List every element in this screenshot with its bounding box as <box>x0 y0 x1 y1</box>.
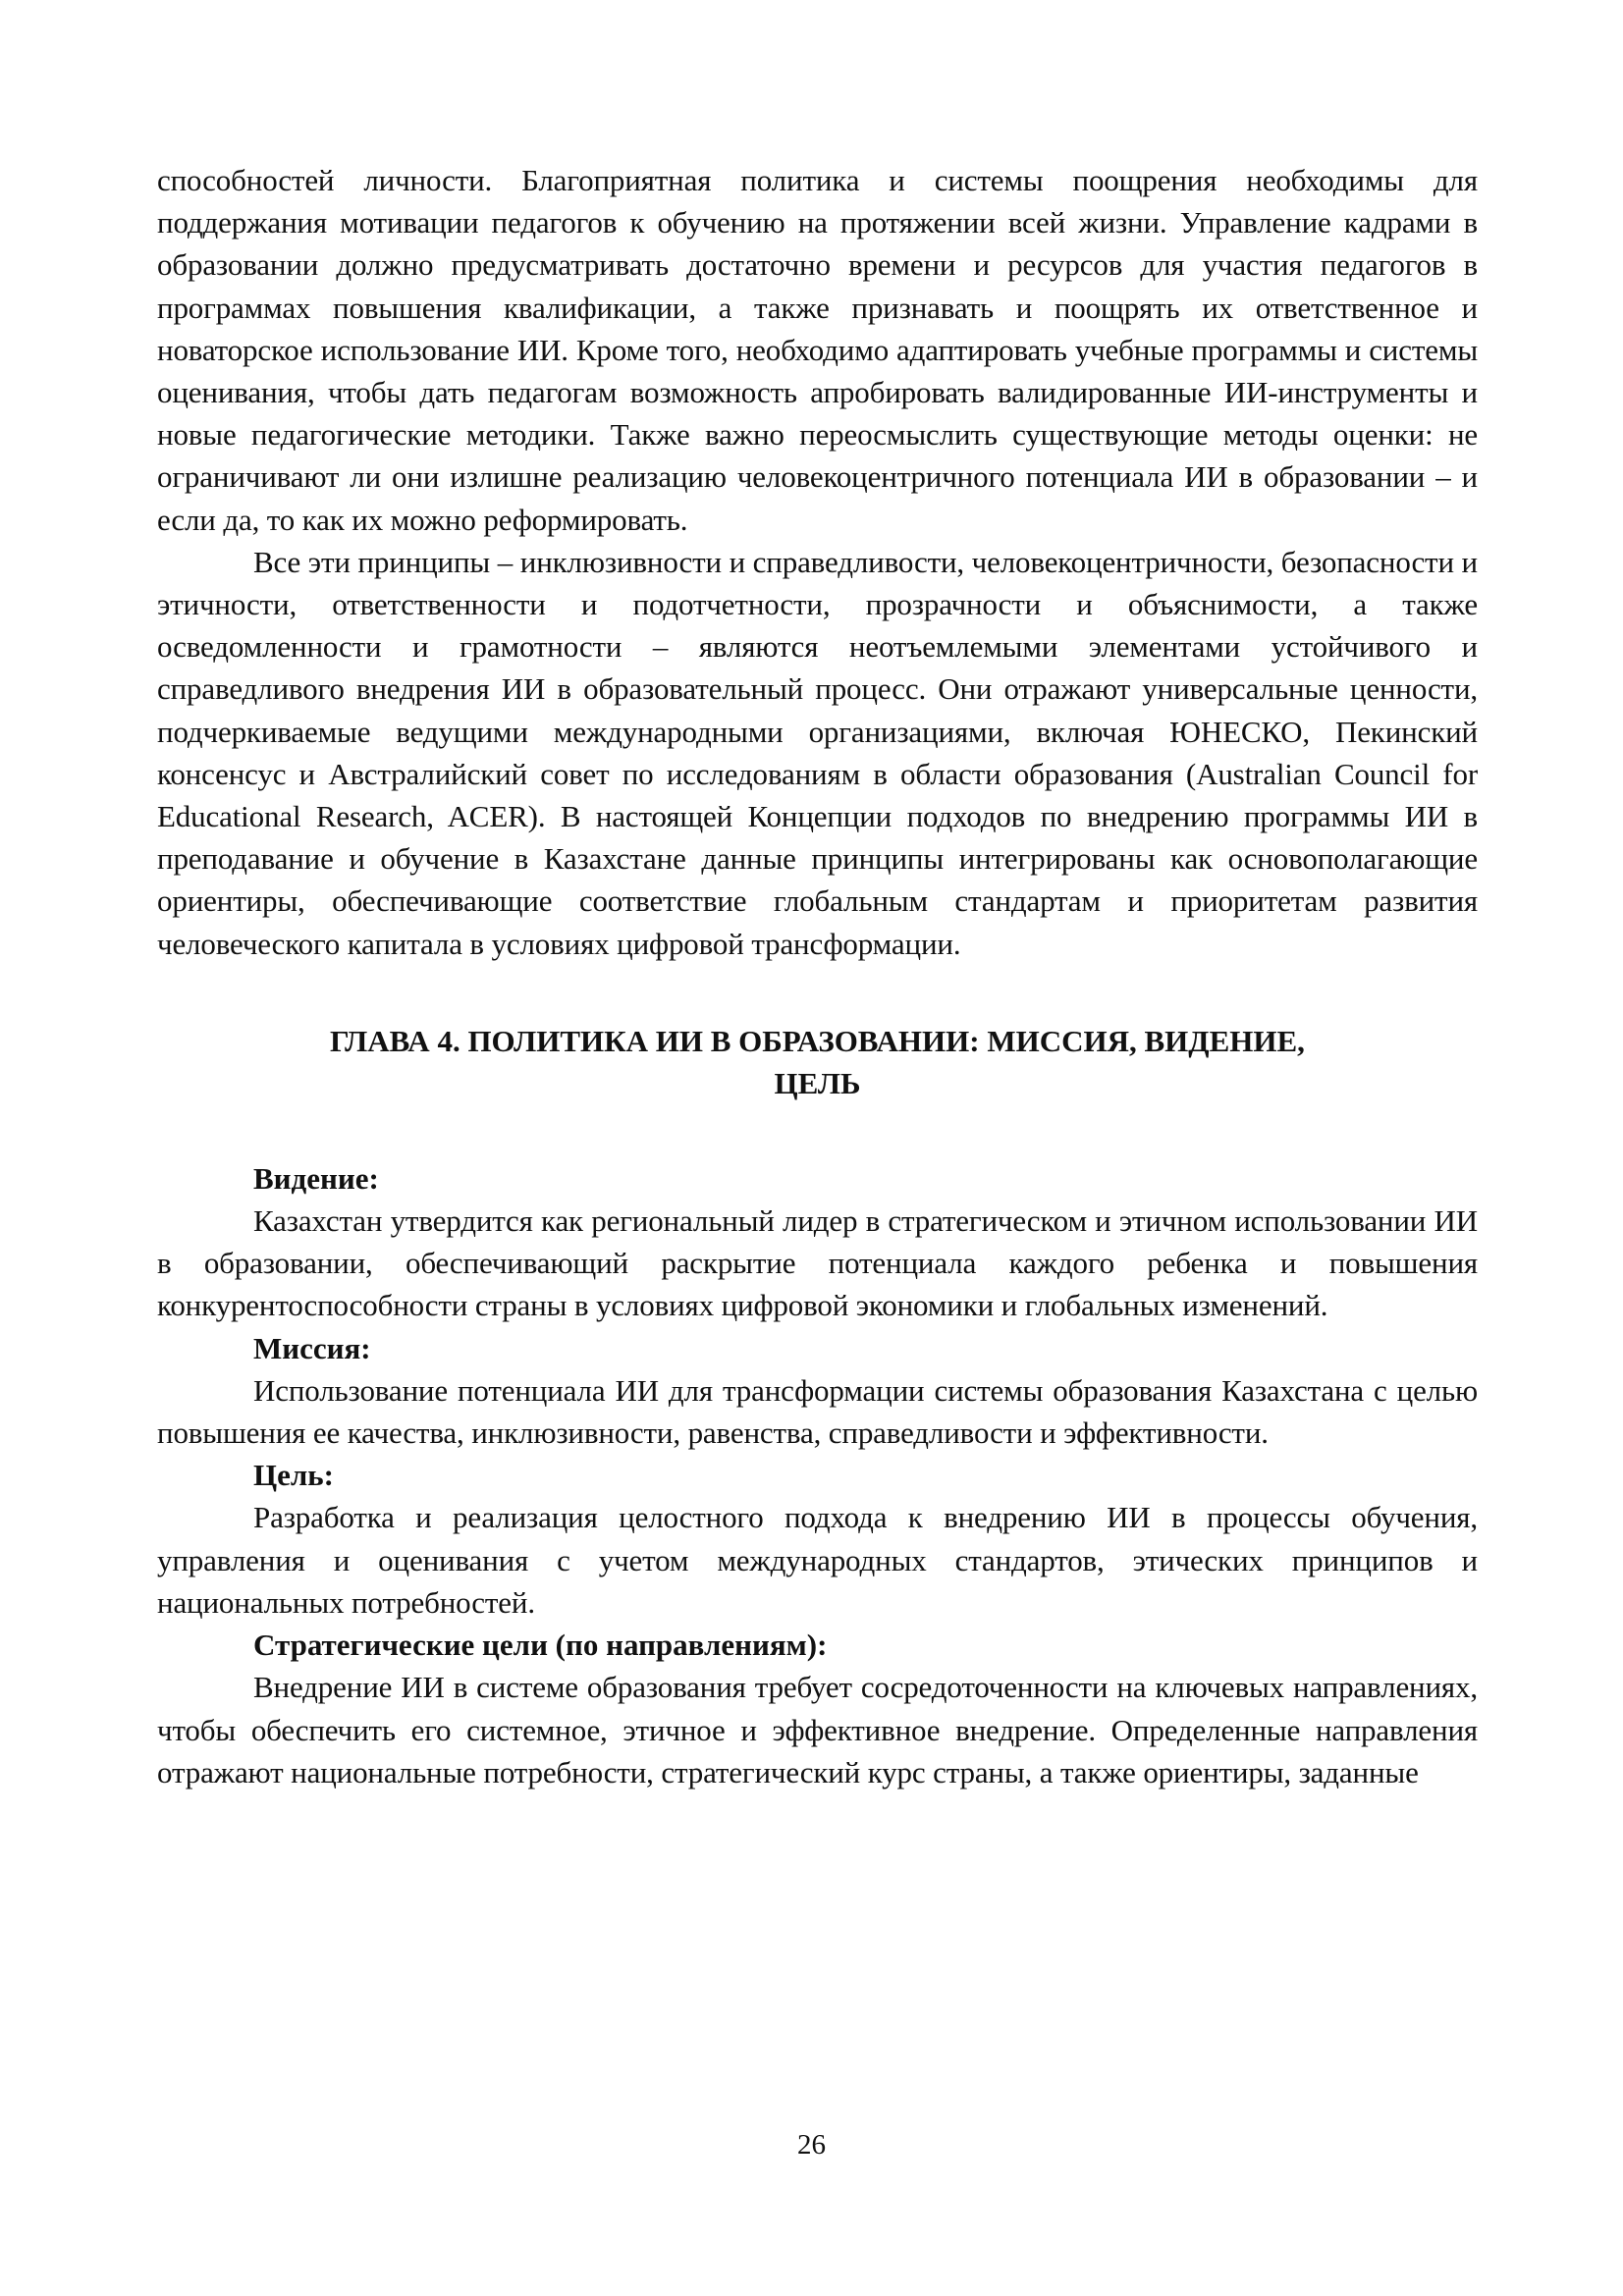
paragraph-principles-policy: способностей личности. Благоприятная политика и системы поощрения необходимы для поддержания мотивации педагогов к обучению на протяжении всей жизни. Управление кадрами в образовании должно предусматривать достаточно времени и ресурсов для участия педагогов в программах повышения квалификации, а также признавать и поощрять их ответственное и новаторское использование ИИ. Кроме того, необходимо адаптировать учебные программы и системы оценивания, чтобы дать педагогам возможность апробировать валидированные ИИ-инструменты и новые педагогические методики. Также важно переосмыслить существующие методы оценки: не ограничивают ли они излишне реализацию человекоцентричного потенциала ИИ в образовании – и если да, то как их можно реформировать. <box>157 163 1478 537</box>
section-text-mission: Использование потенциала ИИ для трансформации системы образования Казахстана с целью повышения ее качества, инклюзивности, равенства, справедливости и эффективности. <box>157 1372 1478 1451</box>
section-label-mission: Миссия: <box>253 1330 371 1365</box>
section-label-strategic-goals: Стратегические цели (по направлениям): <box>253 1628 828 1663</box>
section-text-vision: Казахстан утвердится как региональный лидер в стратегическом и этичном использовании ИИ в образовании, обеспечивающий раскрытие потенциала каждого ребенка и повышения конкурентоспособности страны в условиях цифровой экономики и глобальных изменений. <box>157 1203 1478 1323</box>
section-label-goal: Цель: <box>253 1458 334 1493</box>
page-number: 26 <box>797 2129 826 2161</box>
document-page <box>157 159 1478 1793</box>
section-text-strategic-goals: Внедрение ИИ в системе образования требует сосредоточенности на ключевых направлениях, чтобы обеспечить его системное, этичное и эффективное внедрение. Определенные направления отражают национальные потребности, стратегический курс страны, а также ориентиры, заданные <box>157 1670 1478 1789</box>
paragraph-principles-summary: Все эти принципы – инклюзивности и справедливости, человекоцентричности, безопасности и этичности, ответственности и подотчетности, прозрачности и объяснимости, а также осведомленности и грамотности – являются неотъемлемыми элементами устойчивого и справедливого внедрения ИИ в образовательный процесс. Они отражают универсальные ценности, подчеркиваемые ведущими международными организациями, включая ЮНЕСКО, Пекинский консенсус и Австралийский совет по исследованиям в области образования (Australian Council for Educational Research, ACER). В настоящей Концепции подходов по внедрению программы ИИ в преподавание и обучение в Казахстане данные принципы интегрированы как основополагающие ориентиры, обеспечивающие соответствие глобальным стандартам и приоритетам развития человеческого капитала в условиях цифровой трансформации. <box>157 544 1478 961</box>
chapter-heading-line-1: ГЛАВА 4. ПОЛИТИКА ИИ В ОБРАЗОВАНИИ: МИССИЯ, ВИДЕНИЕ, <box>330 1023 1305 1058</box>
section-label-vision: Видение: <box>253 1160 379 1196</box>
chapter-heading <box>157 1020 1478 1104</box>
section-text-goal: Разработка и реализация целостного подхода к внедрению ИИ в процессы обучения, управления и оценивания с учетом международных стандартов, этических принципов и национальных потребностей. <box>157 1500 1478 1620</box>
chapter-heading-line-2: ЦЕЛЬ <box>774 1065 861 1100</box>
